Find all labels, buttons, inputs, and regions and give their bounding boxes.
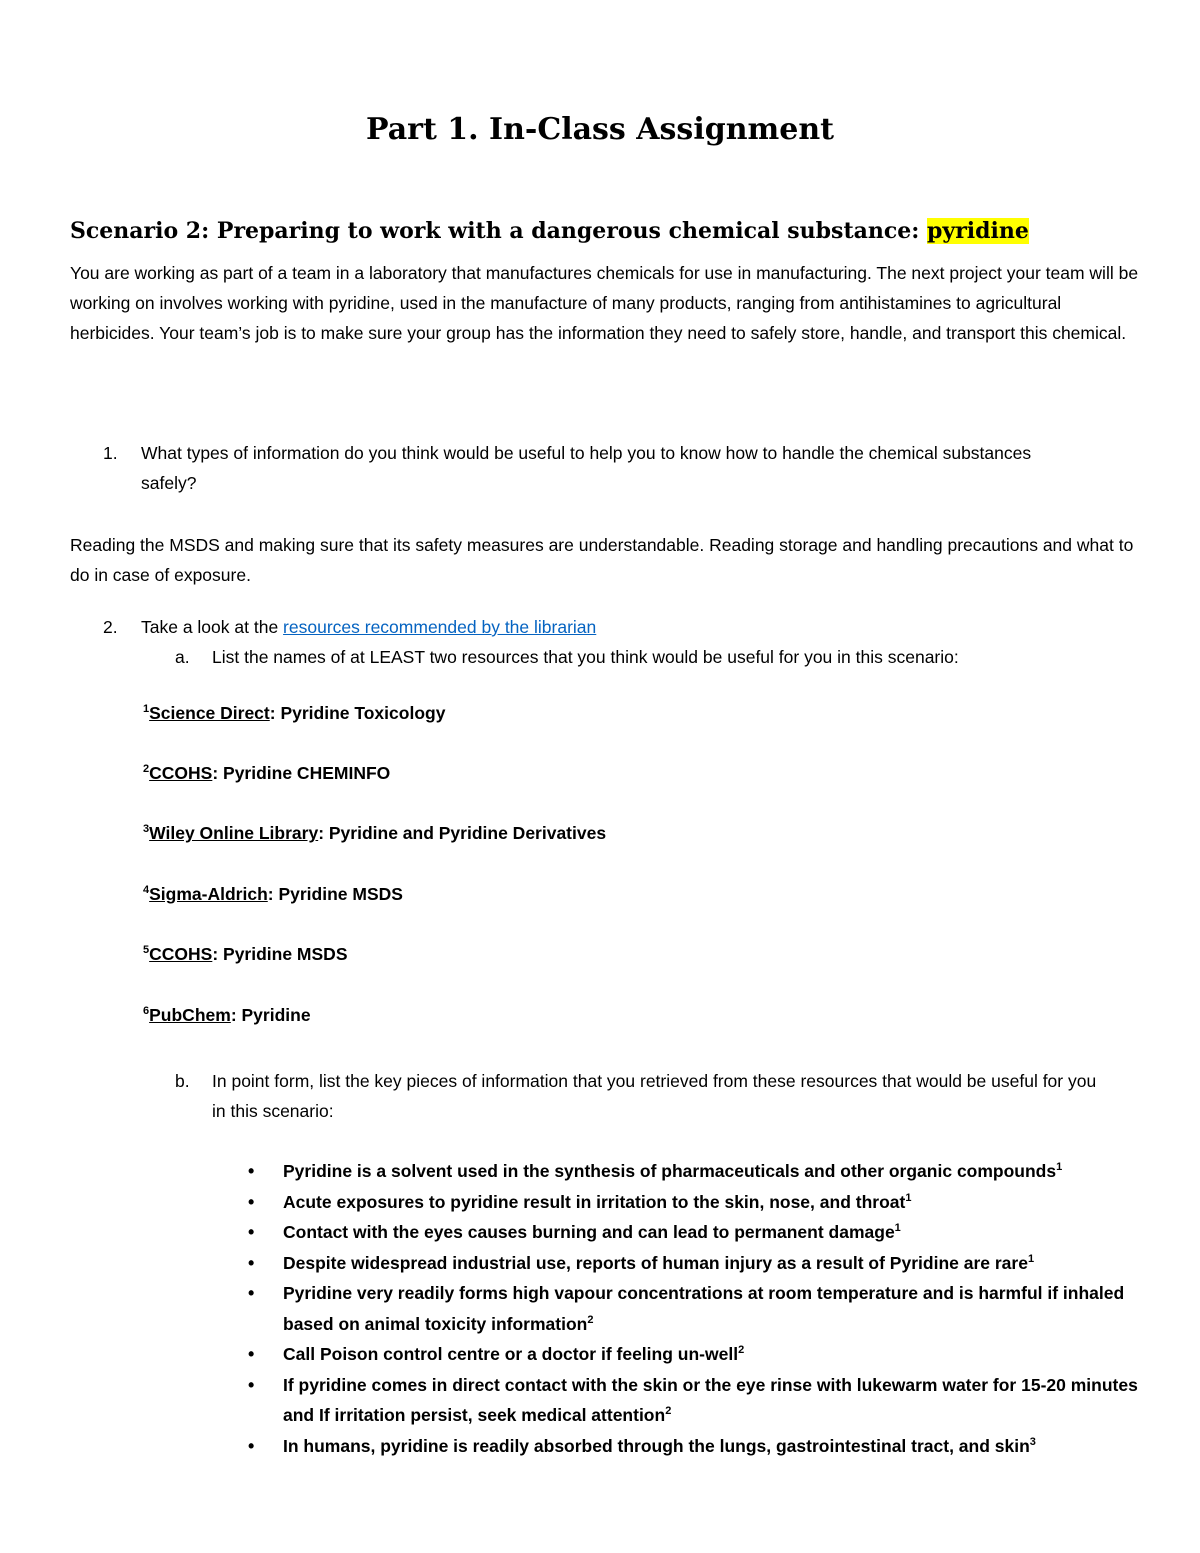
highlighted-chemical: pyridine bbox=[927, 218, 1029, 244]
reference-number: 2 bbox=[143, 763, 150, 776]
resource-item bbox=[143, 884, 403, 905]
resource-item bbox=[143, 703, 445, 724]
bullet-icon: • bbox=[248, 1344, 255, 1364]
key-info-bullet bbox=[248, 1370, 1148, 1431]
reference-number: 1 bbox=[1027, 1252, 1035, 1265]
resource-detail: : Pyridine MSDS bbox=[267, 884, 403, 904]
question-text bbox=[141, 612, 1081, 642]
resource-detail: : Pyridine MSDS bbox=[212, 944, 348, 964]
key-info-bullet bbox=[248, 1278, 1148, 1339]
reference-number: 1 bbox=[905, 1191, 912, 1204]
resource-detail: : Pyridine bbox=[230, 1005, 311, 1025]
resource-detail: : Pyridine and Pyridine Derivatives bbox=[318, 823, 607, 843]
scenario-intro: You are working as part of a team in a laboratory that manufactures chemicals for use in manufacturing. The next project your team will be working on involves working with pyridine, used in the manufacture of many products, ranging from antihistamines to agricultural herbicides. Your team’s job is to make sure your group has the information they need to safely store, handle, and transport this chemical. bbox=[70, 263, 1139, 343]
bullet-icon: • bbox=[248, 1191, 255, 1212]
question-number: 1. bbox=[103, 443, 118, 463]
key-info-bullet bbox=[248, 1187, 1148, 1218]
question-number: 2. bbox=[103, 617, 118, 637]
scenario-heading-text: Scenario 2: Preparing to work with a dangerous chemical substance: bbox=[70, 218, 928, 244]
question-text: What types of information do you think would be useful to help you to know how to handle the chemical substances safely? bbox=[141, 443, 1032, 493]
reference-number: 2 bbox=[587, 1313, 594, 1326]
reference-number: 3 bbox=[143, 823, 150, 836]
question-text-prefix: Take a look at the bbox=[141, 617, 284, 637]
bullet-text: Call Poison control centre or a doctor if feeling un-well bbox=[283, 1344, 739, 1364]
scenario-heading bbox=[70, 218, 1029, 244]
bullet-icon: • bbox=[248, 1283, 255, 1303]
reference-number: 2 bbox=[665, 1405, 672, 1418]
subquestion-text: List the names of at LEAST two resources that you think would be useful for you in this scenario: bbox=[212, 647, 959, 667]
reference-number: 1 bbox=[1056, 1161, 1063, 1174]
key-info-bullet bbox=[248, 1339, 1148, 1370]
resource-item bbox=[143, 944, 348, 965]
resource-name: Wiley Online Library bbox=[149, 823, 319, 843]
key-info-bullet bbox=[248, 1217, 1148, 1248]
bullet-text: Contact with the eyes causes burning and can lead to permanent damage bbox=[283, 1222, 895, 1242]
bullet-text: If pyridine comes in direct contact with the skin or the eye rinse with lukewarm water for 15-20 minutes and If irritation persist, seek medical attention bbox=[283, 1374, 1138, 1425]
subquestion-label: b. bbox=[175, 1071, 190, 1091]
subquestion-label: a. bbox=[175, 647, 190, 667]
resource-name: CCOHS bbox=[149, 944, 213, 964]
bullet-text: Despite widespread industrial use, reports of human injury as a result of Pyridine are rare bbox=[283, 1252, 1028, 1273]
reference-number: 4 bbox=[143, 884, 150, 897]
reference-number: 1 bbox=[143, 703, 150, 716]
resource-name: Sigma-Aldrich bbox=[149, 884, 268, 904]
key-info-bullet bbox=[248, 1248, 1148, 1279]
resource-detail: : Pyridine CHEMINFO bbox=[212, 763, 391, 783]
resource-name: Science Direct bbox=[149, 703, 270, 723]
reference-number: 2 bbox=[738, 1344, 745, 1357]
bullet-text: Pyridine very readily forms high vapour concentrations at room temperature and is harmful if inhaled based on animal toxicity information bbox=[283, 1283, 1125, 1334]
key-info-bullet bbox=[248, 1431, 1148, 1462]
bullet-text: In humans, pyridine is readily absorbed through the lungs, gastrointestinal tract, and skin bbox=[283, 1435, 1030, 1456]
key-info-bullet-list bbox=[248, 1156, 1148, 1461]
bullet-icon: • bbox=[248, 1252, 255, 1273]
bullet-icon: • bbox=[248, 1222, 255, 1242]
answer-1: Reading the MSDS and making sure that its safety measures are understandable. Reading storage and handling precautions and what to do in case of exposure. bbox=[70, 535, 1134, 585]
reference-number: 6 bbox=[143, 1005, 150, 1018]
resource-name: PubChem bbox=[149, 1005, 231, 1025]
page-title: Part 1. In-Class Assignment bbox=[365, 112, 835, 147]
bullet-icon: • bbox=[248, 1435, 255, 1456]
resource-item bbox=[143, 823, 606, 844]
resource-detail: : Pyridine Toxicology bbox=[269, 703, 446, 723]
reference-number: 5 bbox=[143, 944, 150, 957]
key-info-bullet bbox=[248, 1156, 1148, 1187]
resource-item bbox=[143, 1005, 311, 1026]
bullet-text: Acute exposures to pyridine result in irritation to the skin, nose, and throat bbox=[283, 1191, 906, 1212]
subquestion-text: In point form, list the key pieces of information that you retrieved from these resources that would be useful for you in this scenario: bbox=[212, 1071, 1097, 1121]
bullet-icon: • bbox=[248, 1374, 255, 1395]
reference-number: 3 bbox=[1029, 1435, 1036, 1448]
resource-item bbox=[143, 763, 390, 784]
reference-number: 1 bbox=[894, 1222, 901, 1235]
librarian-resources-link[interactable]: resources recommended by the librarian bbox=[283, 617, 597, 637]
bullet-text: Pyridine is a solvent used in the synthesis of pharmaceuticals and other organic compounds bbox=[283, 1161, 1057, 1181]
bullet-icon: • bbox=[248, 1161, 255, 1181]
resource-name: CCOHS bbox=[149, 763, 213, 783]
